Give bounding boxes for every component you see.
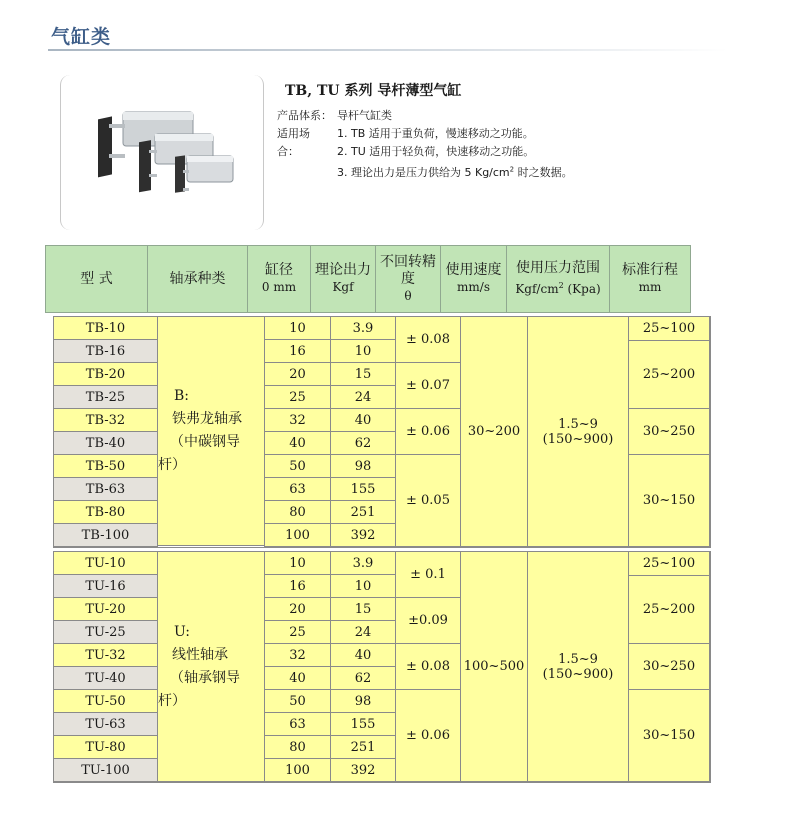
- tu-force-cell: 10: [330, 574, 396, 598]
- tb-model-cell: TB-25: [53, 385, 158, 409]
- header-pressure-sup: 2: [558, 281, 564, 290]
- tu-rotation-2: ±0.09: [395, 597, 461, 644]
- tu-pressure-kpa: (150~900): [542, 666, 614, 682]
- header-rotation-line2: 度: [401, 270, 415, 287]
- note-2: 2. TU 适用于轻负荷，快速移动之功能。: [337, 145, 535, 158]
- tu-model-cell: TU-16: [53, 574, 158, 598]
- header-model: [45, 245, 148, 313]
- tu-model-cell: TU-50: [53, 689, 158, 713]
- tu-bore-cell: 100: [264, 758, 331, 782]
- tb-force-cell: 98: [330, 454, 396, 478]
- product-photo: [95, 98, 240, 208]
- tb-model-cell: TB-100: [53, 523, 158, 547]
- tb-bearing-type: 铁弗龙轴承: [172, 411, 242, 427]
- tu-bore-cell: 25: [264, 620, 331, 644]
- tb-model-cell: TB-40: [53, 431, 158, 455]
- header-pressure-unit: Kgf/cm: [515, 282, 559, 296]
- tb-rotation-3: ± 0.06: [395, 408, 461, 455]
- tu-model-cell: TU-63: [53, 712, 158, 736]
- tu-bearing-code: U:: [174, 623, 191, 640]
- tb-bore-cell: 25: [264, 385, 331, 409]
- tb-bore-cell: 20: [264, 362, 331, 386]
- product-title: TB, TU 系列 导杆薄型气缸: [285, 83, 462, 99]
- tu-bearing-note: （轴承钢导: [170, 669, 240, 686]
- tu-pressure: [527, 551, 629, 782]
- tu-bore-cell: 63: [264, 712, 331, 736]
- tb-model-cell: TB-20: [53, 362, 158, 386]
- header-pressure-line1: 使用压力范围: [516, 260, 600, 276]
- note-1: 1. TB 适用于重负荷，慢速移动之功能。: [337, 127, 534, 140]
- header-speed-line2: mm/s: [457, 280, 490, 294]
- tb-model-cell: TB-63: [53, 477, 158, 501]
- system-label: 产品体系：: [277, 109, 332, 122]
- header-bore: [247, 245, 311, 313]
- tb-speed: 30~200: [460, 316, 528, 547]
- tu-rotation-3: ± 0.08: [395, 643, 461, 690]
- header-stroke: [609, 245, 691, 313]
- header-force: [310, 245, 376, 313]
- tb-force-cell: 3.9: [330, 316, 396, 340]
- tu-pressure-range: 1.5~9: [558, 651, 598, 667]
- tu-bearing-cell: [157, 551, 265, 782]
- tu-stroke-3: 30~250: [628, 643, 710, 690]
- tu-force-cell: 251: [330, 735, 396, 759]
- tb-model-cell: TB-80: [53, 500, 158, 524]
- tb-bore-cell: 50: [264, 454, 331, 478]
- tu-model-cell: TU-10: [53, 551, 158, 575]
- tb-bore-cell: 63: [264, 477, 331, 501]
- header-pressure-kpa: (Kpa): [563, 282, 601, 296]
- tb-stroke-2: 25~200: [628, 340, 710, 409]
- tu-stroke-4: 30~150: [628, 689, 710, 782]
- note-3-post: 时之数据。: [514, 166, 573, 179]
- tu-model-cell: TU-25: [53, 620, 158, 644]
- tb-force-cell: 15: [330, 362, 396, 386]
- tu-model-cell: TU-32: [53, 643, 158, 667]
- tb-model-cell: TB-32: [53, 408, 158, 432]
- tu-force-cell: 15: [330, 597, 396, 621]
- header-pressure: [506, 245, 610, 313]
- header-stroke-line1: 标准行程: [622, 262, 678, 278]
- tb-force-cell: 62: [330, 431, 396, 455]
- tu-model-cell: TU-100: [53, 758, 158, 782]
- tb-stroke-1: 25~100: [628, 316, 710, 341]
- tb-bore-cell: 80: [264, 500, 331, 524]
- tu-bore-cell: 20: [264, 597, 331, 621]
- tu-force-cell: 40: [330, 643, 396, 667]
- tu-stroke-1: 25~100: [628, 551, 710, 576]
- tb-bore-cell: 40: [264, 431, 331, 455]
- tu-stroke-2: 25~200: [628, 575, 710, 644]
- tu-rotation-1: ± 0.1: [395, 551, 461, 598]
- note-3-pre: 3. 理论出力是压力供给为 5 Kg/cm: [337, 166, 510, 179]
- note-3: [337, 164, 573, 180]
- tu-force-cell: 24: [330, 620, 396, 644]
- tb-bearing-cell: [157, 316, 265, 546]
- tu-speed: 100~500: [460, 551, 528, 782]
- tu-force-cell: 98: [330, 689, 396, 713]
- header-rotation-line1: 不回转精: [380, 253, 436, 270]
- tb-rotation-1: ± 0.08: [395, 316, 461, 363]
- tb-force-cell: 392: [330, 523, 396, 547]
- tb-model-cell: TB-10: [53, 316, 158, 340]
- tu-force-cell: 392: [330, 758, 396, 782]
- tu-bearing-type: 线性轴承: [172, 646, 228, 663]
- tb-bore-cell: 16: [264, 339, 331, 363]
- section-title: 气缸类: [51, 26, 112, 48]
- tb-pressure-range: 1.5~9: [558, 416, 598, 432]
- header-model-text: 型 式: [80, 270, 113, 287]
- tb-pressure: [527, 316, 629, 547]
- tb-rotation-4: ± 0.05: [395, 454, 461, 547]
- header-speed-line1: 使用速度: [445, 262, 502, 278]
- tb-stroke-4: 30~150: [628, 454, 710, 547]
- tb-stroke-3: 30~250: [628, 408, 710, 455]
- tu-bearing-note-end: 杆）: [158, 692, 186, 709]
- tu-bore-cell: 40: [264, 666, 331, 690]
- header-stroke-line2: mm: [638, 280, 662, 294]
- header-force-line2: Kgf: [332, 280, 354, 294]
- tu-model-cell: TU-40: [53, 666, 158, 690]
- note-3-sup: 2: [509, 165, 515, 174]
- tu-force-cell: 155: [330, 712, 396, 736]
- tu-bore-cell: 16: [264, 574, 331, 598]
- tu-bore-cell: 10: [264, 551, 331, 575]
- header-bearing-text: 轴承种类: [169, 270, 226, 287]
- tb-pressure-kpa: (150~900): [542, 431, 614, 447]
- tb-bore-cell: 32: [264, 408, 331, 432]
- tu-model-cell: TU-20: [53, 597, 158, 621]
- title-divider: [48, 49, 728, 51]
- tu-bore-cell: 32: [264, 643, 331, 667]
- tb-rotation-2: ± 0.07: [395, 362, 461, 409]
- tu-rotation-4: ± 0.06: [395, 689, 461, 782]
- applies-label-1: 适用场: [277, 127, 310, 140]
- tu-bore-cell: 50: [264, 689, 331, 713]
- tb-force-cell: 251: [330, 500, 396, 524]
- header-bearing: [147, 245, 248, 313]
- tb-bearing-note-end: 杆）: [158, 457, 186, 473]
- header-speed: [440, 245, 507, 313]
- header-bore-line1: 缸径: [265, 262, 293, 278]
- tb-force-cell: 24: [330, 385, 396, 409]
- header-bore-line2: 0 mm: [261, 280, 297, 294]
- tb-force-cell: 10: [330, 339, 396, 363]
- tb-bore-cell: 100: [264, 523, 331, 547]
- tb-force-cell: 40: [330, 408, 396, 432]
- applies-label-2: 合：: [277, 145, 299, 158]
- header-force-line1: 理论出力: [315, 262, 371, 278]
- header-rotation-line3: θ: [404, 288, 412, 303]
- tb-model-cell: TB-50: [53, 454, 158, 478]
- tu-bore-cell: 80: [264, 735, 331, 759]
- tu-force-cell: 3.9: [330, 551, 396, 575]
- tb-model-cell: TB-16: [53, 339, 158, 363]
- tb-force-cell: 155: [330, 477, 396, 501]
- tb-bore-cell: 10: [264, 316, 331, 340]
- tu-force-cell: 62: [330, 666, 396, 690]
- tb-bearing-code: B:: [174, 388, 190, 404]
- tu-model-cell: TU-80: [53, 735, 158, 759]
- header-rotation: [375, 245, 441, 313]
- tb-bearing-note: （中碳钢导: [170, 434, 240, 450]
- system-value: 导杆气缸类: [337, 109, 392, 122]
